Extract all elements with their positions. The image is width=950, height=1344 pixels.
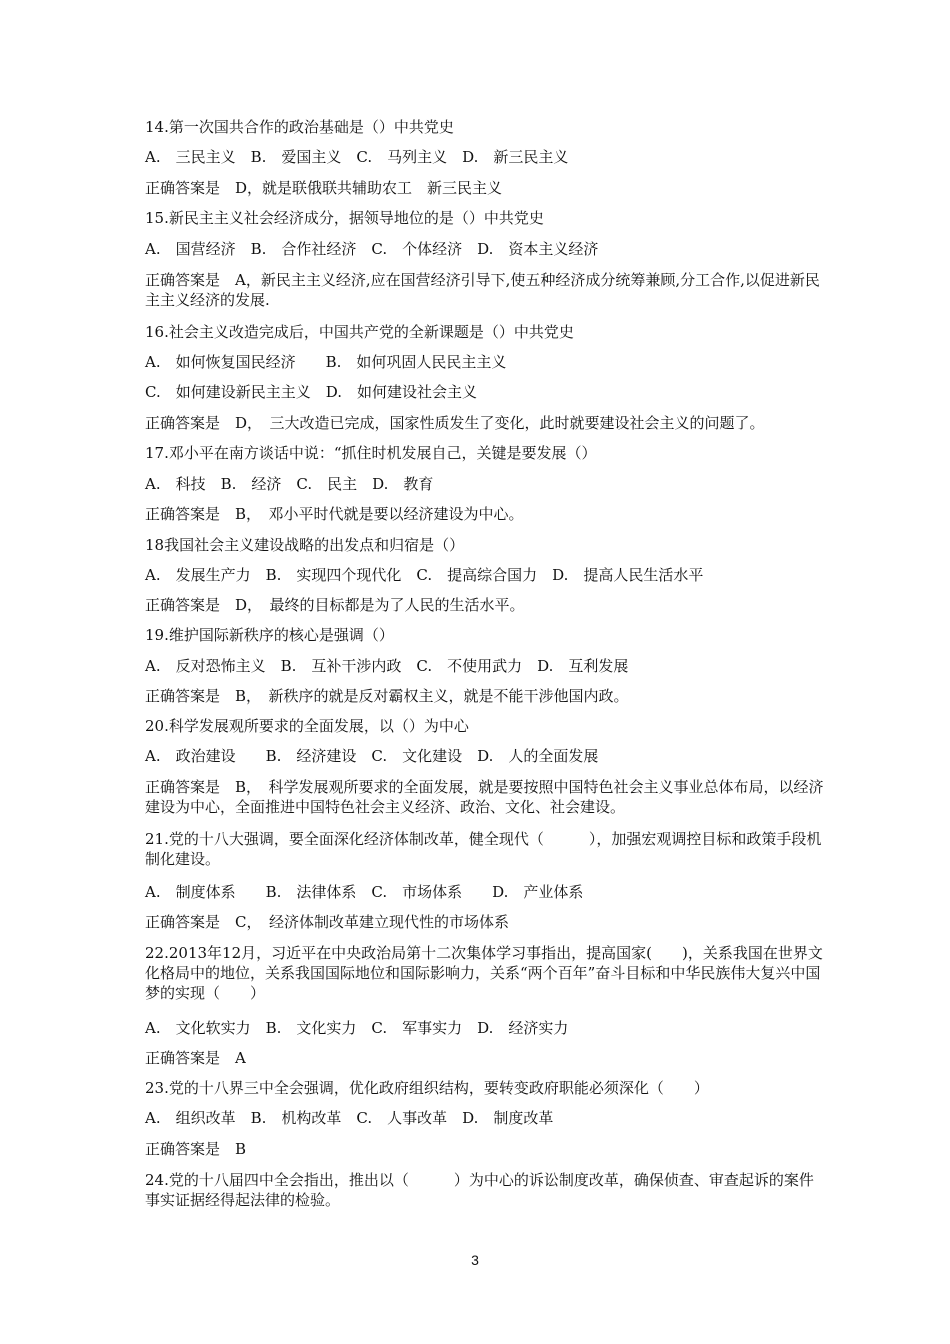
answer-21: 正确答案是 C， 经济体制改革建立现代性的市场体系 bbox=[145, 913, 509, 931]
answer-22: 正确答案是 A bbox=[145, 1049, 246, 1067]
options-22: A. 文化软实力 B. 文化实力 C. 军事实力 D. 经济实力 bbox=[145, 1019, 569, 1037]
answer-14: 正确答案是 D，就是联俄联共辅助农工 新三民主义 bbox=[145, 179, 503, 197]
answer-23: 正确答案是 B bbox=[145, 1140, 247, 1158]
options-17: A. 科技 B. 经济 C. 民主 D. 教育 bbox=[145, 475, 434, 493]
options-23: A. 组织改革 B. 机构改革 C. 人事改革 D. 制度改革 bbox=[145, 1109, 554, 1127]
question-14: 14.第一次国共合作的政治基础是（）中共党史 bbox=[145, 118, 454, 136]
answer-19: 正确答案是 B， 新秩序的就是反对霸权主义，就是不能干涉他国内政。 bbox=[145, 687, 629, 705]
options-16-ab: A. 如何恢复国民经济 B. 如何巩固人民民主主义 bbox=[145, 353, 507, 371]
answer-18: 正确答案是 D， 最终的目标都是为了人民的生活水平。 bbox=[145, 596, 525, 614]
options-21: A. 制度体系 B. 法律体系 C. 市场体系 D. 产业体系 bbox=[145, 883, 584, 901]
options-20: A. 政治建设 B. 经济建设 C. 文化建设 D. 人的全面发展 bbox=[145, 747, 599, 765]
question-17: 17.邓小平在南方谈话中说：“抓住时机发展自己，关键是要发展（） bbox=[145, 444, 597, 462]
question-16: 16.社会主义改造完成后，中国共产党的全新课题是（）中共党史 bbox=[145, 323, 574, 341]
answer-20: 正确答案是 B， 科学发展观所要求的全面发展，就是要按照中国特色社会主义事业总体布局，以经济建设为中心，全面推进中国特色社会主义经济、政治、文化、社会建设。 bbox=[145, 778, 824, 816]
question-18: 18我国社会主义建设战略的出发点和归宿是（） bbox=[145, 536, 465, 554]
question-22: 22.2013年12月，习近平在中央政治局第十二次集体学习事指出，提高国家( )，关系我国在世界文化格局中的地位，关系我国国际地位和国际影响力，关系“两个百年”奋斗目标和中华民族伟大复兴中国梦的实现（ ） bbox=[145, 944, 823, 1002]
options-14: A. 三民主义 B. 爱国主义 C. 马列主义 D. 新三民主义 bbox=[145, 148, 569, 166]
question-19: 19.维护国际新秩序的核心是强调（） bbox=[145, 626, 394, 644]
question-23: 23.党的十八界三中全会强调，优化政府组织结构，要转变政府职能必须深化（ ） bbox=[145, 1079, 709, 1097]
options-16-cd: C. 如何建设新民主主义 D. 如何建设社会主义 bbox=[145, 383, 477, 401]
page-number: 3 bbox=[471, 1252, 479, 1268]
answer-17: 正确答案是 B， 邓小平时代就是要以经济建设为中心。 bbox=[145, 505, 524, 523]
question-20: 20.科学发展观所要求的全面发展，以（）为中心 bbox=[145, 717, 469, 735]
options-19: A. 反对恐怖主义 B. 互补干涉内政 C. 不使用武力 D. 互利发展 bbox=[145, 657, 629, 675]
options-15: A. 国营经济 B. 合作社经济 C. 个体经济 D. 资本主义经济 bbox=[145, 240, 599, 258]
answer-15: 正确答案是 A，新民主主义经济,应在国营经济引导下,使五种经济成分统筹兼顾,分工合作,以促进新民主主义经济的发展. bbox=[145, 271, 820, 309]
question-24: 24.党的十八届四中全会指出，推出以（ ）为中心的诉讼制度改革，确保侦查、审查起诉的案件事实证据经得起法律的检验。 bbox=[145, 1171, 814, 1209]
question-15: 15.新民主主义社会经济成分，据领导地位的是（）中共党史 bbox=[145, 209, 544, 227]
options-18: A. 发展生产力 B. 实现四个现代化 C. 提高综合国力 D. 提高人民生活水平 bbox=[145, 566, 704, 584]
question-21: 21.党的十八大强调，要全面深化经济体制改革，健全现代（ ），加强宏观调控目标和政策手段机制化建设。 bbox=[145, 830, 822, 868]
answer-16: 正确答案是 D， 三大改造已完成，国家性质发生了变化，此时就要建设社会主义的问题了。 bbox=[145, 414, 765, 432]
